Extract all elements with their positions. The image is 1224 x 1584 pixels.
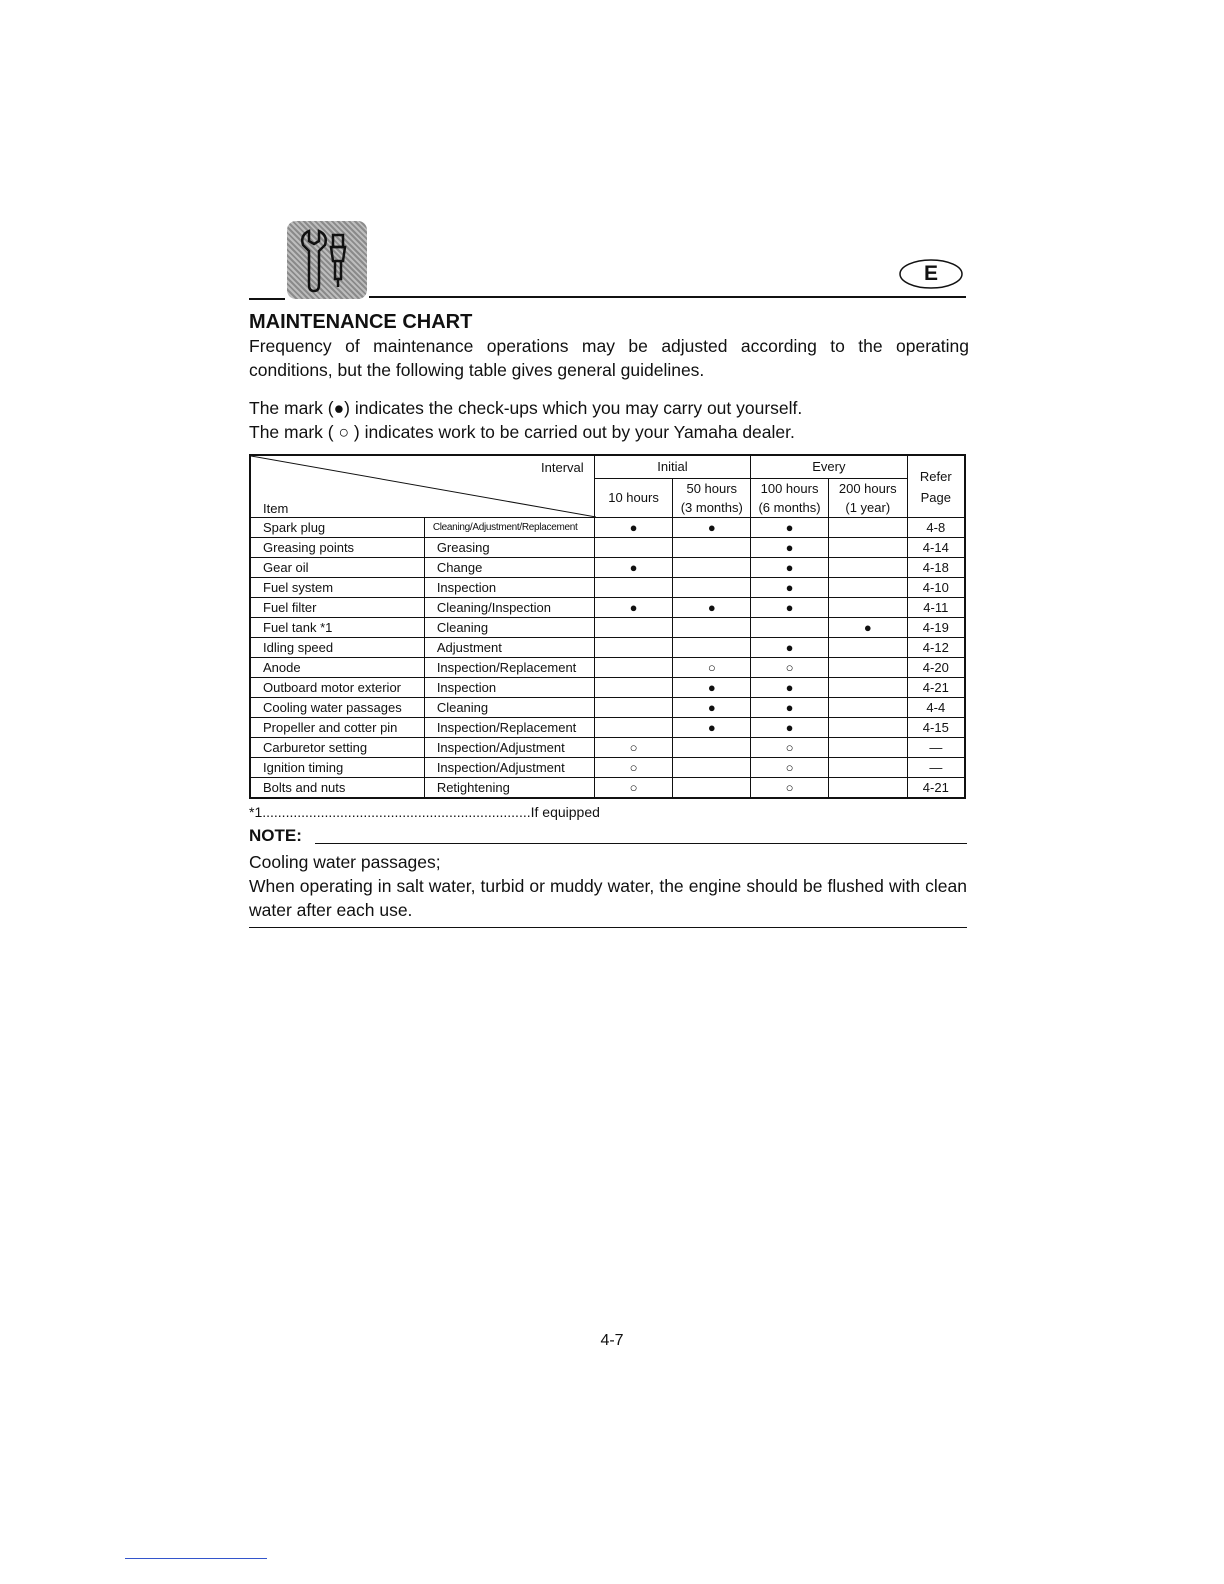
row-10-hours	[594, 718, 673, 738]
row-10-hours	[594, 578, 673, 598]
row-refer-page: 4-21	[907, 678, 965, 698]
row-refer-page: —	[907, 758, 965, 778]
every-header: Every	[751, 455, 907, 478]
table-row	[250, 718, 965, 738]
table-row	[250, 658, 965, 678]
row-50-hours	[673, 778, 751, 799]
refer-label: Refer	[919, 468, 952, 484]
bottom-link-underline	[125, 1558, 267, 1559]
row-operation: Cleaning	[424, 698, 594, 718]
item-label: Item	[263, 501, 289, 516]
row-200-hours	[828, 598, 907, 618]
legend-hollow-mark: The mark ( ○ ) indicates work to be carried out by your Yamaha dealer.	[249, 422, 795, 442]
row-refer-page: 4-18	[907, 558, 965, 578]
row-operation: Cleaning/Inspection	[424, 598, 594, 618]
table-row	[250, 518, 965, 538]
row-50-hours: ○	[673, 658, 751, 678]
row-refer-page: 4-4	[907, 698, 965, 718]
row-item: Bolts and nuts	[250, 778, 424, 799]
note-rule	[315, 843, 967, 844]
row-operation: Greasing	[424, 538, 594, 558]
row-item: Fuel system	[250, 578, 424, 598]
table-row	[250, 638, 965, 658]
row-operation: Inspection	[424, 678, 594, 698]
row-100-hours: ●	[751, 578, 829, 598]
row-refer-page: 4-21	[907, 778, 965, 799]
row-200-hours	[828, 678, 907, 698]
row-200-hours	[828, 778, 907, 799]
note-text	[249, 850, 967, 922]
row-50-hours	[673, 758, 751, 778]
legend-filled-mark: The mark (●) indicates the check-ups which you may carry out yourself.	[249, 398, 803, 418]
row-item: Spark plug	[250, 518, 424, 538]
row-refer-page: 4-8	[907, 518, 965, 538]
table-row	[250, 738, 965, 758]
row-50-hours	[673, 558, 751, 578]
table-row	[250, 678, 965, 698]
row-10-hours	[594, 658, 673, 678]
table-row	[250, 698, 965, 718]
row-10-hours: ●	[594, 558, 673, 578]
row-operation: Retightening	[424, 778, 594, 799]
page-title: MAINTENANCE CHART	[249, 311, 473, 333]
row-100-hours: ●	[751, 678, 829, 698]
row-10-hours: ○	[594, 758, 673, 778]
maintenance-table	[249, 454, 966, 799]
row-operation: Cleaning	[424, 618, 594, 638]
row-50-hours	[673, 618, 751, 638]
row-100-hours	[751, 618, 829, 638]
row-refer-page: 4-10	[907, 578, 965, 598]
col-50-hours	[673, 478, 751, 517]
row-100-hours: ●	[751, 518, 829, 538]
row-100-hours: ●	[751, 538, 829, 558]
col-100-hours	[751, 478, 829, 517]
col-50-hours-sub: (3 months)	[680, 499, 743, 515]
row-item: Fuel filter	[250, 598, 424, 618]
col-200-hours	[828, 478, 907, 517]
row-200-hours	[828, 658, 907, 678]
note-label: NOTE:	[249, 826, 302, 845]
row-10-hours: ●	[594, 518, 673, 538]
row-50-hours: ●	[673, 518, 751, 538]
row-50-hours: ●	[673, 598, 751, 618]
table-row	[250, 758, 965, 778]
row-operation: Inspection/Adjustment	[424, 738, 594, 758]
row-item: Propeller and cotter pin	[250, 718, 424, 738]
row-item: Ignition timing	[250, 758, 424, 778]
row-item: Outboard motor exterior	[250, 678, 424, 698]
language-badge	[898, 258, 964, 290]
table-row	[250, 618, 965, 638]
row-50-hours	[673, 538, 751, 558]
note-line-2: When operating in salt water, turbid or muddy water, the engine should be flushed with clean water after each use.	[249, 876, 967, 920]
row-item: Carburetor setting	[250, 738, 424, 758]
note-line-1: Cooling water passages;	[249, 852, 441, 872]
row-100-hours: ○	[751, 738, 829, 758]
row-refer-page: 4-15	[907, 718, 965, 738]
legend-block	[249, 396, 969, 444]
initial-header: Initial	[594, 455, 750, 478]
item-interval-header	[250, 455, 594, 518]
row-item: Cooling water passages	[250, 698, 424, 718]
row-100-hours: ○	[751, 758, 829, 778]
intro-paragraph: Frequency of maintenance operations may be adjusted according to the operating conditions, but the following table gives general guidelines.	[249, 336, 969, 380]
row-operation: Cleaning/Adjustment/Replacement	[424, 518, 594, 538]
col-200-hours-label: 200 hours	[838, 480, 897, 496]
row-50-hours: ●	[673, 678, 751, 698]
row-refer-page: 4-14	[907, 538, 965, 558]
header-rule-left	[249, 298, 285, 300]
header-rule-right	[369, 296, 966, 298]
row-50-hours: ●	[673, 718, 751, 738]
row-10-hours	[594, 618, 673, 638]
row-10-hours: ●	[594, 598, 673, 618]
row-100-hours: ●	[751, 718, 829, 738]
row-200-hours	[828, 518, 907, 538]
row-refer-page: —	[907, 738, 965, 758]
row-200-hours	[828, 538, 907, 558]
row-refer-page: 4-12	[907, 638, 965, 658]
row-100-hours: ●	[751, 558, 829, 578]
table-row	[250, 578, 965, 598]
row-operation: Change	[424, 558, 594, 578]
table-row	[250, 778, 965, 799]
row-item: Greasing points	[250, 538, 424, 558]
row-10-hours	[594, 698, 673, 718]
col-50-hours-label: 50 hours	[686, 480, 738, 496]
row-refer-page: 4-19	[907, 618, 965, 638]
row-100-hours: ●	[751, 698, 829, 718]
row-200-hours	[828, 558, 907, 578]
table-row	[250, 558, 965, 578]
row-200-hours	[828, 718, 907, 738]
interval-label: Interval	[541, 460, 584, 475]
col-10-hours: 10 hours	[594, 478, 673, 517]
row-200-hours	[828, 638, 907, 658]
row-operation: Inspection/Adjustment	[424, 758, 594, 778]
col-200-hours-sub: (1 year)	[845, 499, 891, 515]
row-200-hours	[828, 698, 907, 718]
row-item: Fuel tank *1	[250, 618, 424, 638]
row-operation: Inspection	[424, 578, 594, 598]
row-10-hours	[594, 638, 673, 658]
row-refer-page: 4-11	[907, 598, 965, 618]
row-200-hours	[828, 738, 907, 758]
row-50-hours	[673, 738, 751, 758]
row-operation: Adjustment	[424, 638, 594, 658]
row-item: Gear oil	[250, 558, 424, 578]
row-100-hours: ○	[751, 778, 829, 799]
table-row	[250, 598, 965, 618]
table-body	[250, 518, 965, 799]
table-row	[250, 538, 965, 558]
language-code: E	[923, 262, 938, 285]
row-10-hours: ○	[594, 738, 673, 758]
row-100-hours: ●	[751, 598, 829, 618]
row-200-hours	[828, 758, 907, 778]
row-operation: Inspection/Replacement	[424, 718, 594, 738]
col-100-hours-label: 100 hours	[760, 480, 819, 496]
row-200-hours	[828, 578, 907, 598]
row-50-hours	[673, 638, 751, 658]
row-item: Idling speed	[250, 638, 424, 658]
page-number: 4-7	[600, 1332, 624, 1349]
row-10-hours	[594, 538, 673, 558]
page-label: Page	[920, 489, 951, 505]
maintenance-tools-icon	[287, 221, 367, 299]
row-item: Anode	[250, 658, 424, 678]
footnote: *1.....................................................................If equipped	[249, 804, 600, 820]
row-operation: Inspection/Replacement	[424, 658, 594, 678]
row-refer-page: 4-20	[907, 658, 965, 678]
row-200-hours: ●	[828, 618, 907, 638]
row-50-hours	[673, 578, 751, 598]
row-100-hours: ●	[751, 638, 829, 658]
row-100-hours: ○	[751, 658, 829, 678]
col-100-hours-sub: (6 months)	[758, 499, 821, 515]
refer-page-header	[907, 455, 965, 518]
row-10-hours: ○	[594, 778, 673, 799]
row-10-hours	[594, 678, 673, 698]
note-end-rule	[249, 927, 967, 928]
row-50-hours: ●	[673, 698, 751, 718]
